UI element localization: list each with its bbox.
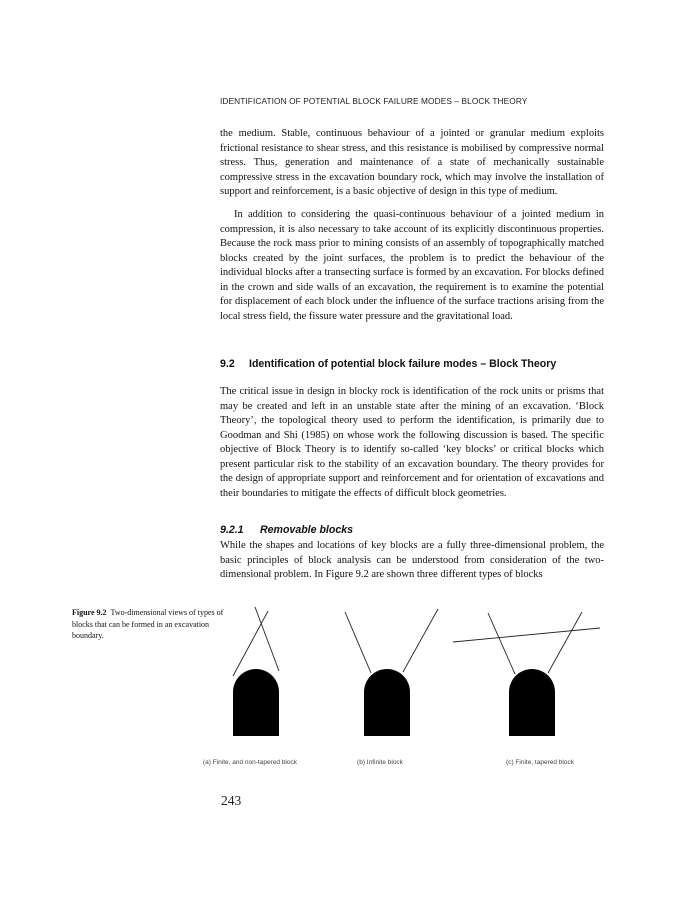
subsection-title: Removable blocks bbox=[260, 524, 354, 536]
section-title: Identification of potential block failure modes – Block Theory bbox=[249, 358, 557, 370]
subsection-heading bbox=[220, 524, 620, 536]
joint-line bbox=[548, 612, 582, 673]
page-number: 243 bbox=[221, 793, 242, 808]
section-number: 9.2 bbox=[220, 358, 235, 370]
joint-line bbox=[488, 613, 515, 674]
joint-line bbox=[345, 612, 371, 673]
section-heading bbox=[220, 358, 620, 370]
running-head: IDENTIFICATION OF POTENTIAL BLOCK FAILURE MODES – BLOCK THEORY bbox=[220, 96, 528, 106]
panel-a-diagram bbox=[233, 607, 279, 736]
joint-line bbox=[453, 628, 600, 642]
figure-caption-text: Two-dimensional views of types of blocks that can be formed in an excavation boundary. bbox=[72, 608, 224, 640]
block-diagrams bbox=[225, 604, 610, 754]
joint-line bbox=[403, 609, 438, 672]
body-paragraph: the medium. Stable, continuous behaviour of a jointed or granular medium exploits frictional resistance to shear stress, and this resistance is mobilised by compressive normal stress. Thus, generation and maintenance of a state of mechanically sustainable compressive stress in the excavation boundary rock, which may involve the installation of support and reinforcement, is a basic objective of design in this type of medium. bbox=[220, 128, 604, 197]
figure-label: Figure 9.2 bbox=[72, 608, 107, 617]
figure-caption bbox=[72, 607, 224, 642]
body-paragraph: While the shapes and locations of key blocks are a fully three-dimensional problem, the basic principles of block analysis can be understood from consideration of the two-dimensional problem. In Figure 9.2 are shown three different types of blocks bbox=[220, 540, 604, 580]
body-paragraph: In addition to considering the quasi-continuous behaviour of a jointed medium in compression, it is also necessary to take account of its explicitly discontinuous properties. Because the rock mass prior to mining consists of an assembly of topographically matched blocks created by the joint surfaces, the problem is to predict the behaviour of the individual blocks after a transecting surface is formed by an excavation. For blocks defined in the crown and side walls of an excavation, the requirement is to examine the potential for displacement of each block under the influence of the surface tractions arising from the local stress field, the fissure water pressure and the gravitational load. bbox=[220, 209, 604, 322]
subsection-number: 9.2.1 bbox=[220, 524, 244, 536]
excavation-shape bbox=[233, 669, 279, 736]
panel-b-caption: (b) Infinite block bbox=[357, 759, 403, 766]
joint-line bbox=[255, 607, 279, 671]
excavation-shape bbox=[509, 669, 555, 736]
panel-c-diagram bbox=[453, 612, 600, 736]
panel-b-diagram bbox=[345, 609, 438, 736]
joint-line bbox=[233, 611, 268, 676]
panel-c-caption: (c) Finite, tapered block bbox=[506, 759, 574, 766]
body-paragraph: The critical issue in design in blocky rock is identification of the rock units or prisms that may be created and left in an unstable state after the mining of an excavation. ‘Block Theory’, the topological theory used to perform the identification, is primarily due to Goodman and Shi (1985) on whose work the following discussion is based. The specific objective of Block Theory is to identify so-called ‘key blocks’ or critical blocks which present particular risk to the stability of an excavation boundary. The theory provides for the design of appropriate support and reinforcement and for orientation of excavations and their boundaries to mitigate the effects of difficult block geometries. bbox=[220, 386, 604, 499]
panel-a-caption: (a) Finite, and non-tapered block bbox=[203, 759, 297, 766]
excavation-shape bbox=[364, 669, 410, 736]
